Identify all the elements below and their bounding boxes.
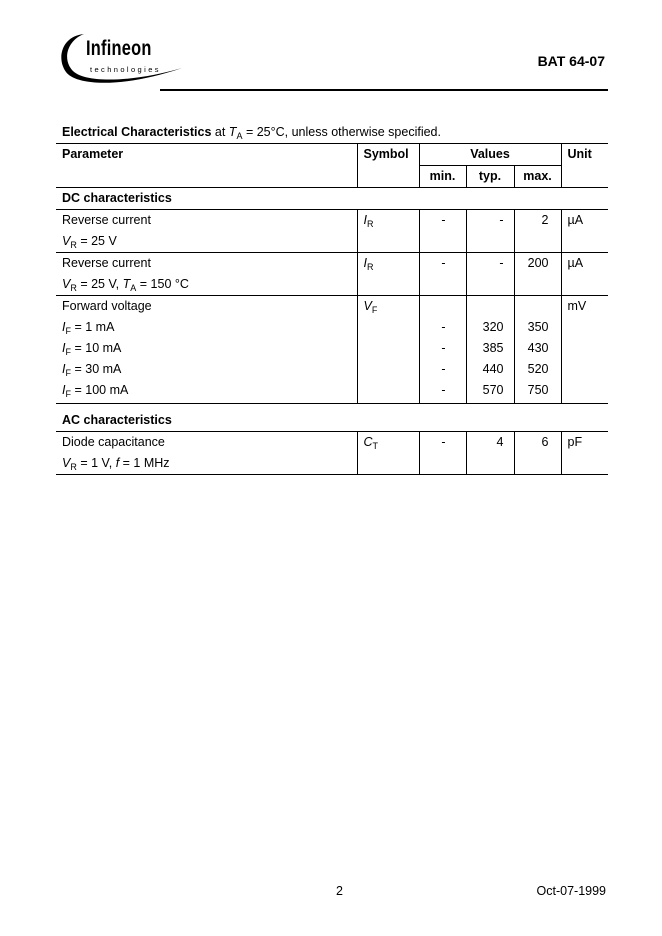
param-condition	[62, 274, 351, 295]
dc-section-title: DC characteristics	[56, 188, 608, 210]
cond-symbol-2: T	[122, 277, 131, 291]
param-condition	[62, 380, 351, 401]
cond-sub: R	[70, 240, 77, 250]
cond-symbol: I	[62, 341, 66, 355]
param-name: Reverse current	[62, 213, 151, 227]
typ-value: 570	[482, 383, 504, 397]
cond-sub: F	[65, 368, 71, 378]
row-symbol	[357, 253, 419, 296]
cond-sub-2: A	[130, 283, 137, 293]
header-unit: Unit	[561, 144, 608, 188]
cond-text: = 25 V,	[80, 277, 120, 291]
cond-symbol: V	[62, 456, 71, 470]
cond-text: = 10 mA	[74, 341, 122, 355]
header-min: min.	[419, 166, 466, 188]
footer-date: Oct-07-1999	[536, 884, 606, 898]
electrical-characteristics-table	[56, 143, 608, 475]
row-max: 200	[514, 253, 561, 296]
min-value: -	[441, 362, 446, 376]
param-condition	[62, 338, 351, 359]
infineon-logo	[54, 28, 186, 90]
row-symbol	[357, 432, 419, 475]
symbol-sub: T	[372, 441, 379, 451]
table-row	[56, 296, 608, 404]
cond-sub: F	[65, 326, 71, 336]
header-rule	[160, 89, 608, 91]
row-max: 2	[514, 210, 561, 253]
symbol-letter: I	[363, 256, 367, 270]
row-parameter	[56, 432, 357, 475]
cond-symbol-2: f	[115, 456, 120, 470]
ac-section-title: AC characteristics	[56, 404, 608, 432]
row-typ: -	[466, 253, 514, 296]
logo-wordmark: Infineon	[86, 37, 152, 60]
table-row	[56, 210, 608, 253]
cond-symbol: I	[62, 383, 66, 397]
cond-text: = 1 mA	[74, 320, 115, 334]
header-symbol: Symbol	[357, 144, 419, 188]
cond-text: = 1 V,	[80, 456, 113, 470]
cond-symbol: V	[62, 277, 71, 291]
table-row	[56, 432, 608, 475]
table-row	[56, 253, 608, 296]
header-values: Values	[419, 144, 561, 166]
row-typ: -	[466, 210, 514, 253]
caption-at: at	[214, 125, 226, 139]
page-number: 2	[336, 884, 343, 898]
dc-section-row	[56, 188, 608, 210]
cond-symbol: I	[62, 362, 66, 376]
cond-text-2: = 150 °C	[139, 277, 189, 291]
row-parameter	[56, 210, 357, 253]
param-name: Reverse current	[62, 256, 151, 270]
header-row	[56, 144, 608, 166]
row-unit: µA	[561, 253, 608, 296]
symbol-sub: F	[371, 305, 378, 315]
cond-text: = 30 mA	[74, 362, 122, 376]
logo-subtitle: technologies	[90, 65, 161, 74]
row-unit: pF	[561, 432, 608, 475]
row-min: -	[419, 432, 466, 475]
row-max	[514, 296, 561, 404]
cond-symbol: I	[62, 320, 66, 334]
row-parameter	[56, 253, 357, 296]
row-min: -	[419, 210, 466, 253]
table-caption	[62, 125, 441, 139]
cond-text: = 25 V	[80, 234, 117, 248]
param-condition	[62, 231, 351, 252]
symbol-letter: V	[363, 299, 372, 313]
param-name: Diode capacitance	[62, 435, 165, 449]
document-id: BAT 64-07	[537, 53, 605, 69]
caption-t-sub: A	[236, 131, 243, 141]
symbol-letter: I	[363, 213, 367, 227]
caption-rest: = 25°C, unless otherwise specified.	[245, 125, 441, 139]
header-parameter: Parameter	[56, 144, 357, 188]
caption-title: Electrical Characteristics	[62, 125, 212, 139]
row-parameter	[56, 296, 357, 404]
cond-sub: F	[65, 389, 71, 399]
min-value: -	[441, 320, 446, 334]
symbol-letter: C	[363, 435, 373, 449]
caption-t: T	[228, 125, 237, 139]
row-unit: mV	[561, 296, 608, 404]
symbol-sub: R	[366, 219, 374, 229]
row-max: 6	[514, 432, 561, 475]
symbol-sub: R	[366, 262, 374, 272]
header-max: max.	[514, 166, 561, 188]
param-condition	[62, 317, 351, 338]
ac-section-row	[56, 404, 608, 432]
max-value: 520	[527, 362, 549, 376]
row-typ	[466, 296, 514, 404]
cond-sub: R	[70, 462, 77, 472]
max-value: 750	[527, 383, 549, 397]
row-typ: 4	[466, 432, 514, 475]
typ-value: 440	[482, 362, 504, 376]
param-name: Forward voltage	[62, 299, 152, 313]
param-condition	[62, 359, 351, 380]
max-value: 430	[527, 341, 549, 355]
min-value: -	[441, 341, 446, 355]
max-value: 350	[527, 320, 549, 334]
row-min: -	[419, 253, 466, 296]
param-condition	[62, 453, 351, 474]
header-typ: typ.	[466, 166, 514, 188]
cond-sub: R	[70, 283, 77, 293]
typ-value: 320	[482, 320, 504, 334]
row-symbol	[357, 296, 419, 404]
row-symbol	[357, 210, 419, 253]
row-unit: µA	[561, 210, 608, 253]
cond-sub: F	[65, 347, 71, 357]
cond-text-2: = 1 MHz	[122, 456, 170, 470]
min-value: -	[441, 383, 446, 397]
row-min	[419, 296, 466, 404]
typ-value: 385	[482, 341, 504, 355]
cond-text: = 100 mA	[74, 383, 129, 397]
cond-symbol: V	[62, 234, 71, 248]
